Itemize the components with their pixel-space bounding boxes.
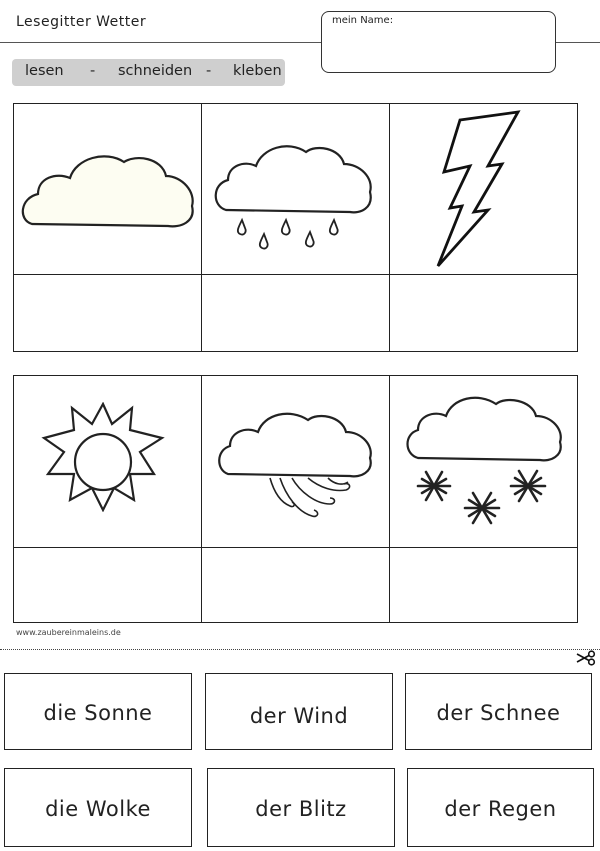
answer-slot[interactable] xyxy=(203,548,389,622)
answer-slot[interactable] xyxy=(203,275,389,351)
rain-cloud-icon xyxy=(212,140,378,250)
instruction-dash: - xyxy=(206,63,212,79)
word-card[interactable] xyxy=(205,673,393,750)
instruction-read: lesen xyxy=(25,63,64,79)
instruction-bar xyxy=(12,59,285,86)
word-card-label: der Regen xyxy=(444,797,557,821)
answer-slot[interactable] xyxy=(15,548,201,622)
answer-slot[interactable] xyxy=(391,275,577,351)
lightning-icon xyxy=(430,108,525,270)
word-card-label: der Schnee xyxy=(436,701,561,725)
answer-slot[interactable] xyxy=(15,275,201,351)
worksheet-title: Lesegitter Wetter xyxy=(16,14,147,30)
word-card[interactable] xyxy=(405,673,592,750)
wind-cloud-icon xyxy=(216,408,376,523)
word-card[interactable] xyxy=(207,768,395,847)
sun-icon xyxy=(40,402,166,512)
word-card-label: die Wolke xyxy=(45,797,151,821)
answer-slot[interactable] xyxy=(391,548,577,622)
word-card[interactable] xyxy=(407,768,594,847)
cut-line xyxy=(0,649,600,650)
word-card[interactable] xyxy=(4,768,192,847)
instruction-dash: - xyxy=(90,63,96,79)
instruction-glue: kleben xyxy=(233,63,282,79)
name-label: mein Name: xyxy=(332,15,394,26)
scissors-icon xyxy=(576,650,596,666)
instruction-cut: schneiden xyxy=(118,63,193,79)
word-card[interactable] xyxy=(4,673,192,750)
word-card-label: die Sonne xyxy=(43,701,153,725)
name-field[interactable] xyxy=(321,11,556,73)
snow-cloud-icon xyxy=(404,392,566,528)
cloud-icon xyxy=(20,148,198,234)
footer-url: www.zaubereinmaleins.de xyxy=(16,628,121,637)
word-card-label: der Blitz xyxy=(255,797,347,821)
word-card-label: der Wind xyxy=(249,704,349,728)
